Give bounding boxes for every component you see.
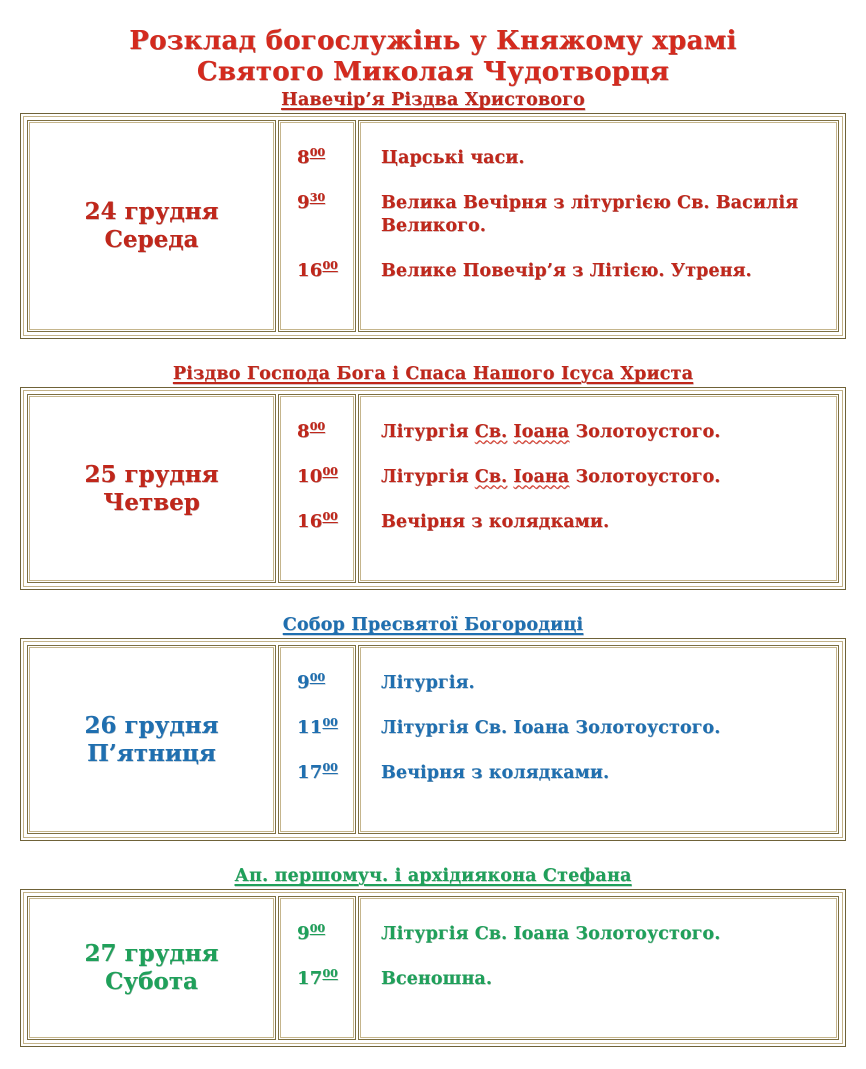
service-time-value xyxy=(297,672,325,694)
service-time-hour: 16 xyxy=(297,260,323,282)
date-cell xyxy=(27,120,276,332)
service-time-hour: 17 xyxy=(297,762,323,784)
date-weekday: Середа xyxy=(104,226,199,254)
service-time xyxy=(297,511,351,556)
schedule-grid xyxy=(25,643,841,836)
table-row xyxy=(27,896,839,1040)
descriptions-stack xyxy=(363,903,834,1033)
service-description-line-1: Літургія. xyxy=(381,673,475,694)
section-heading-text: Навечір’я Різдва Христового xyxy=(281,90,585,111)
schedule-table xyxy=(20,638,846,841)
service-time-minutes: 00 xyxy=(322,716,338,730)
service-time-minutes: 00 xyxy=(309,420,326,434)
table-row xyxy=(27,120,839,332)
date-day: 27 грудня xyxy=(84,940,219,968)
times-stack xyxy=(283,903,351,1033)
service-time-hour: 10 xyxy=(297,466,323,488)
schedule-grid xyxy=(25,392,841,585)
descriptions-stack xyxy=(363,401,834,576)
descriptions-stack xyxy=(363,127,834,325)
schedule-table xyxy=(20,113,846,339)
service-time xyxy=(297,968,351,1013)
descriptions-cell xyxy=(358,120,839,332)
service-time xyxy=(297,260,351,305)
service-time-value xyxy=(297,421,325,443)
service-time xyxy=(297,466,351,511)
section-spacer xyxy=(0,841,866,863)
spellcheck-underline: Іоана xyxy=(513,467,570,488)
table-row xyxy=(27,394,839,583)
service-time-hour: 16 xyxy=(297,511,323,533)
service-description-line-1: Літургія Св. Іоана Золотоустого. xyxy=(381,422,721,443)
service-description-line-1: Велике Повечір’я з Літією. Утреня. xyxy=(381,261,752,282)
service-time-hour: 9 xyxy=(297,192,310,214)
date-day: 24 грудня xyxy=(84,198,219,226)
service-description xyxy=(381,762,834,807)
times-stack xyxy=(283,127,351,325)
service-description xyxy=(381,260,834,305)
date-day: 25 грудня xyxy=(84,460,219,488)
service-description-text xyxy=(381,421,720,443)
date-cell xyxy=(27,394,276,583)
date-text xyxy=(32,198,271,254)
section-heading-text: Собор Пресвятої Богородиці xyxy=(282,615,584,636)
service-time-minutes: 00 xyxy=(322,761,338,775)
times-stack xyxy=(283,652,351,827)
service-time-minutes: 00 xyxy=(322,967,338,981)
service-time-minutes: 30 xyxy=(309,191,326,205)
service-time-minutes: 00 xyxy=(322,259,338,273)
spellcheck-underline: Св. xyxy=(474,422,508,443)
service-description-line-1: Велика Вечірня з літургією Св. Василія xyxy=(381,193,799,214)
service-time-minutes: 00 xyxy=(309,146,326,160)
service-time-hour: 9 xyxy=(297,923,310,945)
descriptions-cell xyxy=(358,645,839,834)
service-time-value xyxy=(297,923,325,945)
times-cell xyxy=(278,394,356,583)
date-weekday: П’ятниця xyxy=(87,739,216,767)
service-description xyxy=(381,717,834,762)
times-stack xyxy=(283,401,351,576)
date-text xyxy=(32,461,271,517)
service-description xyxy=(381,421,834,466)
service-time-value xyxy=(297,717,338,739)
section-heading xyxy=(0,361,866,387)
service-time-value xyxy=(297,968,338,990)
service-time-hour: 8 xyxy=(297,421,310,443)
date-weekday: Четвер xyxy=(103,488,200,516)
section-spacer xyxy=(0,339,866,361)
times-cell xyxy=(278,896,356,1040)
section-spacer xyxy=(0,1047,866,1069)
service-description xyxy=(381,672,834,717)
section-heading-text: Різдво Господа Бога і Спаса Нашого Ісуса Христа xyxy=(172,364,694,385)
service-description-line-1: Всеношна. xyxy=(381,969,493,990)
service-time-hour: 8 xyxy=(297,147,310,169)
service-description xyxy=(381,511,834,556)
service-description-line-1: Вечірня з колядками. xyxy=(381,512,610,533)
schedule-grid xyxy=(25,894,841,1042)
service-time xyxy=(297,717,351,762)
service-description-text xyxy=(381,192,798,237)
service-description-text xyxy=(381,511,609,533)
service-description xyxy=(381,147,834,192)
schedule-grid xyxy=(25,118,841,334)
service-description-line-1: Вечірня з колядками. xyxy=(381,763,610,784)
section-heading xyxy=(0,87,866,113)
service-description-line-1: Літургія Св. Іоана Золотоустого. xyxy=(381,467,721,488)
date-cell xyxy=(27,645,276,834)
section-heading xyxy=(0,863,866,889)
spellcheck-underline: Св. xyxy=(474,467,508,488)
spellcheck-underline: Іоана xyxy=(513,422,570,443)
title-line-2: Святого Миколая Чудотворця xyxy=(196,56,670,87)
service-description-text xyxy=(381,466,720,488)
service-description xyxy=(381,192,834,260)
service-time xyxy=(297,672,351,717)
schedule-table-inner-frame xyxy=(23,892,843,1044)
date-text xyxy=(32,940,271,996)
descriptions-cell xyxy=(358,394,839,583)
service-description-text xyxy=(381,672,475,694)
sections-container xyxy=(0,87,866,1069)
service-time-value xyxy=(297,511,338,533)
service-time-minutes: 00 xyxy=(309,922,326,936)
date-text xyxy=(32,712,271,768)
page-title xyxy=(0,0,866,87)
times-cell xyxy=(278,645,356,834)
schedule-table-inner-frame xyxy=(23,116,843,336)
service-time-minutes: 00 xyxy=(322,465,338,479)
service-time-minutes: 00 xyxy=(309,671,326,685)
service-time xyxy=(297,762,351,807)
service-description-text xyxy=(381,923,720,945)
service-description-line-2: Великого. xyxy=(381,215,486,236)
descriptions-cell xyxy=(358,896,839,1040)
schedule-table-inner-frame xyxy=(23,390,843,587)
service-time xyxy=(297,192,351,260)
date-day: 26 грудня xyxy=(84,711,219,739)
service-description-line-1: Літургія Св. Іоана Золотоустого. xyxy=(381,924,721,945)
service-description-text xyxy=(381,762,609,784)
schedule-table-inner-frame xyxy=(23,641,843,838)
section-heading-text: Ап. першомуч. і архідиякона Стефана xyxy=(234,866,632,887)
service-time-value xyxy=(297,466,338,488)
section-spacer xyxy=(0,590,866,612)
service-description xyxy=(381,923,834,968)
service-time xyxy=(297,147,351,192)
service-description-text xyxy=(381,717,720,739)
times-cell xyxy=(278,120,356,332)
schedule-table xyxy=(20,387,846,590)
service-time-minutes: 00 xyxy=(322,510,338,524)
date-cell xyxy=(27,896,276,1040)
service-time-value xyxy=(297,192,325,214)
service-description-text xyxy=(381,260,752,282)
service-description-line-1: Літургія Св. Іоана Золотоустого. xyxy=(381,718,721,739)
table-row xyxy=(27,645,839,834)
service-description-text xyxy=(381,968,492,990)
service-description-line-1: Царські часи. xyxy=(381,148,525,169)
service-time-value xyxy=(297,260,338,282)
service-description-text xyxy=(381,147,525,169)
service-time-hour: 11 xyxy=(297,717,323,739)
service-time-value xyxy=(297,762,338,784)
service-description xyxy=(381,466,834,511)
service-time xyxy=(297,923,351,968)
descriptions-stack xyxy=(363,652,834,827)
service-description xyxy=(381,968,834,1013)
service-time xyxy=(297,421,351,466)
service-time-hour: 9 xyxy=(297,672,310,694)
service-time-value xyxy=(297,147,325,169)
date-weekday: Субота xyxy=(105,968,198,996)
section-heading xyxy=(0,612,866,638)
service-time-hour: 17 xyxy=(297,968,323,990)
title-line-1: Розклад богослужінь у Княжому храмі xyxy=(129,26,737,56)
